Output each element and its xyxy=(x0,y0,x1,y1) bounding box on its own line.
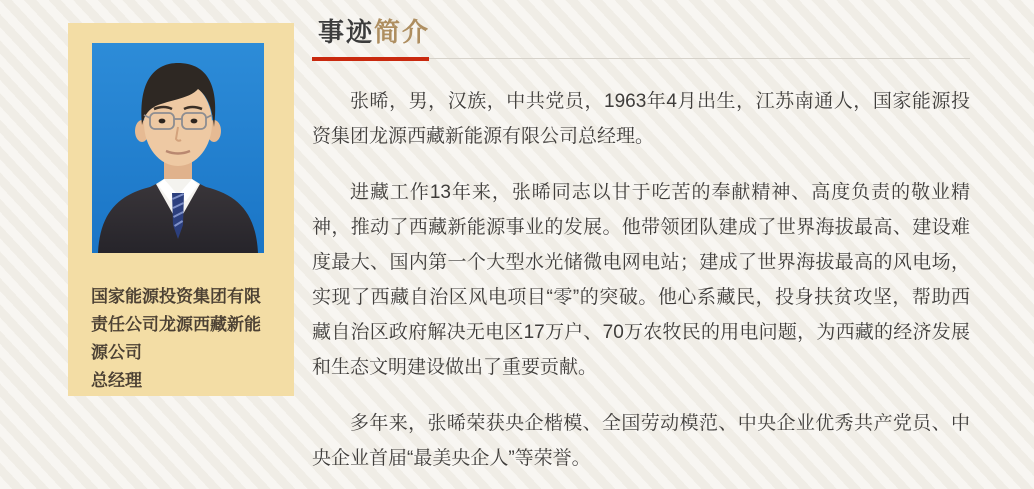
heading-divider xyxy=(312,57,970,61)
section-heading-accent: 简介 xyxy=(374,17,431,47)
portrait-photo xyxy=(92,43,264,253)
portrait-photo-illustration xyxy=(92,43,264,253)
profile-card xyxy=(68,23,294,396)
paragraph: 张晞，男，汉族，中共党员，1963年4月出生，江苏南通人，国家能源投资集团龙源西藏新能源有限公司总经理。 xyxy=(312,91,970,147)
profile-caption xyxy=(91,283,275,395)
divider-red-accent xyxy=(312,57,429,61)
paragraph: 进藏工作13年来，张晞同志以甘于吃苦的奉献精神、高度负责的敬业精神，推动了西藏新能源事业的发展。他带领团队建成了世界海拔最高、建设难度最大、国内第一个大型水光储微电网电站；建成了世界海拔最高的风电场，实现了西藏自治区风电项目“零”的突破。他心系藏民，投身扶贫攻坚，帮助西藏自治区政府解决无电区17万户、70万农牧民的用电问题，为西藏的经济发展和生态文明建设做出了重要贡献。 xyxy=(312,182,970,378)
paragraph: 多年来，张晞荣获央企楷模、全国劳动模范、中央企业优秀共产党员、中央企业首届“最美央企人”等荣誉。 xyxy=(312,413,970,469)
biography-section xyxy=(312,16,970,489)
section-heading xyxy=(312,16,970,48)
biography-text xyxy=(312,84,970,476)
company-name: 国家能源投资集团有限责任公司龙源西藏新能源公司 xyxy=(91,287,261,362)
section-heading-primary: 事迹 xyxy=(318,17,375,47)
job-title: 总经理 xyxy=(91,371,142,390)
